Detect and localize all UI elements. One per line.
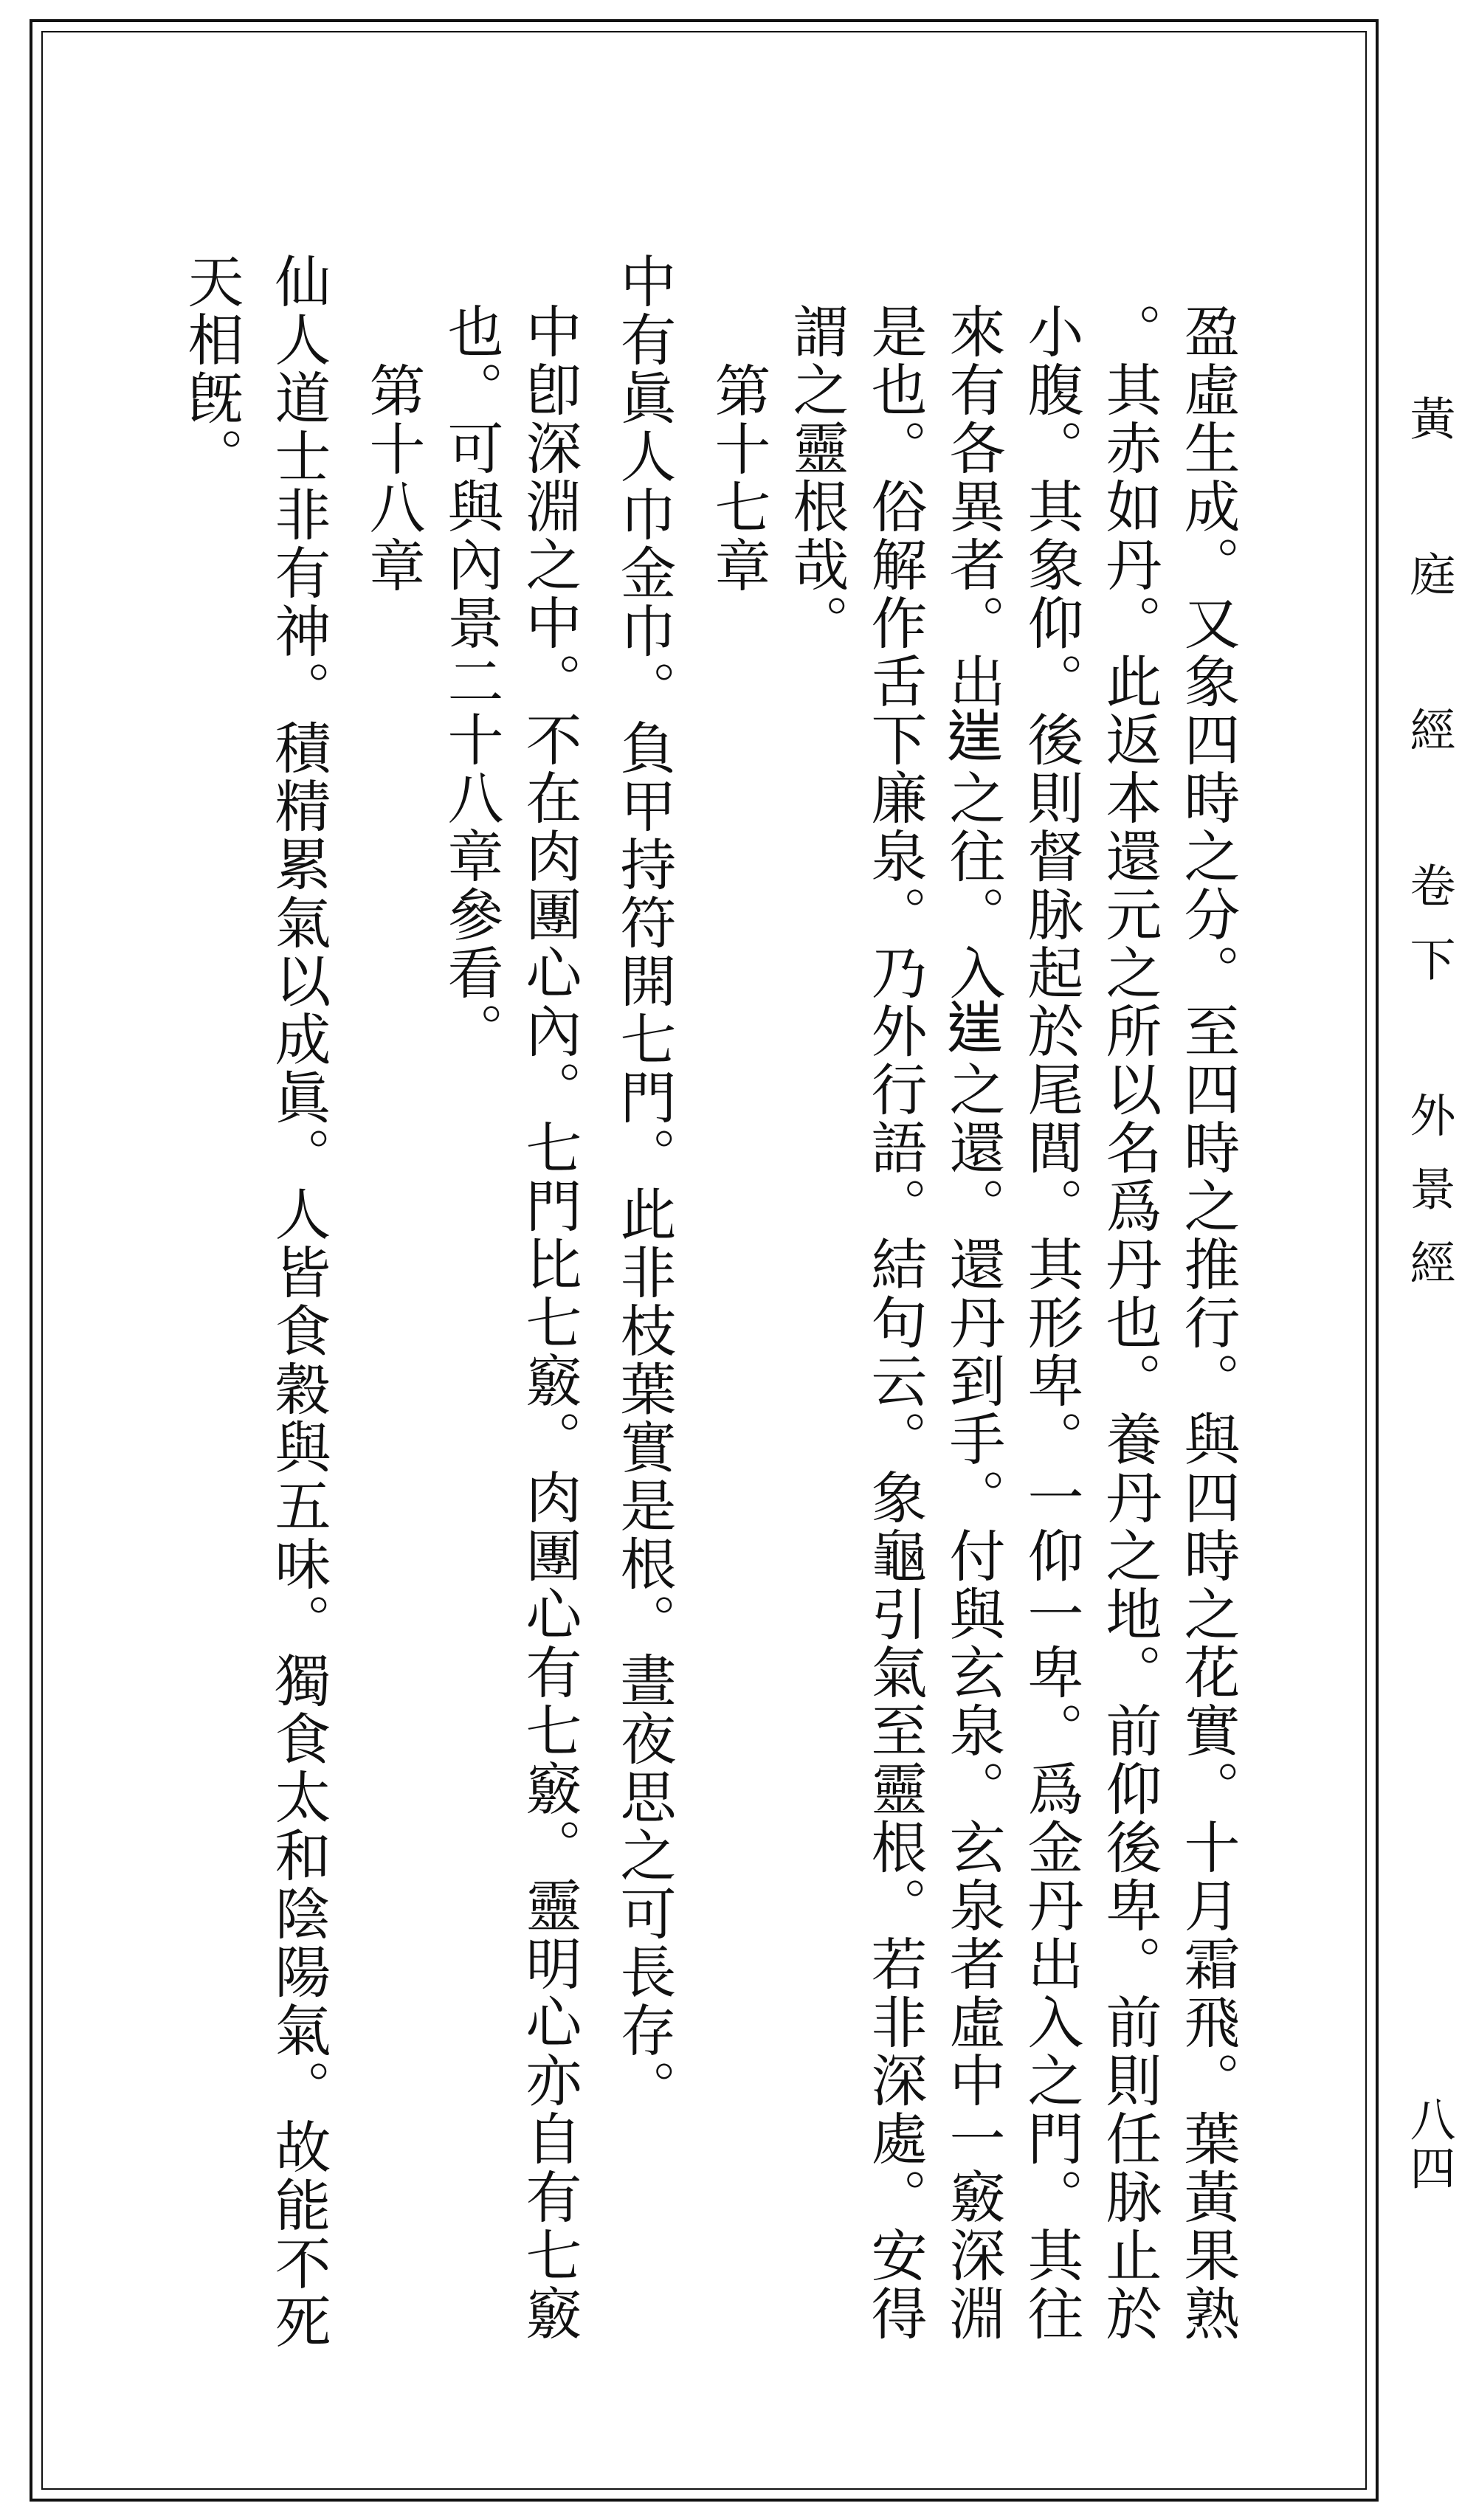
text-column-4: 來有各異者。出𨓏之往。入𨓏之還。還丹到手。付與玄泉。玄泉者虛中一竅深淵 bbox=[940, 303, 1006, 2343]
text-column-8: 中有眞人巾金巾。負甲持符開七門。此非枝葉實是根。晝夜思之可長存。 bbox=[611, 252, 677, 2118]
chapter-heading-18: 第十八章 bbox=[360, 362, 426, 595]
page-number: 八四 bbox=[1402, 2096, 1456, 2193]
text-column-6: 謂之靈根哉。 bbox=[784, 303, 849, 652]
text-column-1: 盈虛生成。又象四時之分。至四時之推行。與四時之花實。十月霜飛。葉黃果熟 bbox=[1175, 303, 1241, 2343]
chapter-heading-17: 第十七章 bbox=[706, 362, 771, 595]
text-column-3: 小腹。其象仰。後則督脉起於尾閭。其形卑。一仰一卑。爲金丹出入之門。其往 bbox=[1018, 303, 1084, 2343]
text-column-2: 。其赤如丹。此返本還元之所以名爲丹也。養丹之地。前仰後卑。前則任脉止於 bbox=[1097, 303, 1162, 2343]
text-column-10: 也。可與內景二十八章參看。 bbox=[438, 303, 504, 1060]
running-title: 黃 庭 經 卷下 外景經 bbox=[1402, 395, 1456, 1313]
text-column-13: 天相旣。 bbox=[179, 252, 244, 486]
text-column-12: 仙人道士非有神。積精累氣以成眞。人皆食穀與五味。獨食太和陰陽氣。故能不死 bbox=[266, 252, 331, 2351]
text-column-9: 中卽深淵之中。不在肉團心內。七門比七竅。肉團心有七竅。靈明心亦自有七竅 bbox=[517, 303, 582, 2343]
text-column-5: 是也。俗解作舌下廉泉。乃外行語。結句云。象龜引氣至靈根。若非深處。安得 bbox=[862, 303, 928, 2343]
